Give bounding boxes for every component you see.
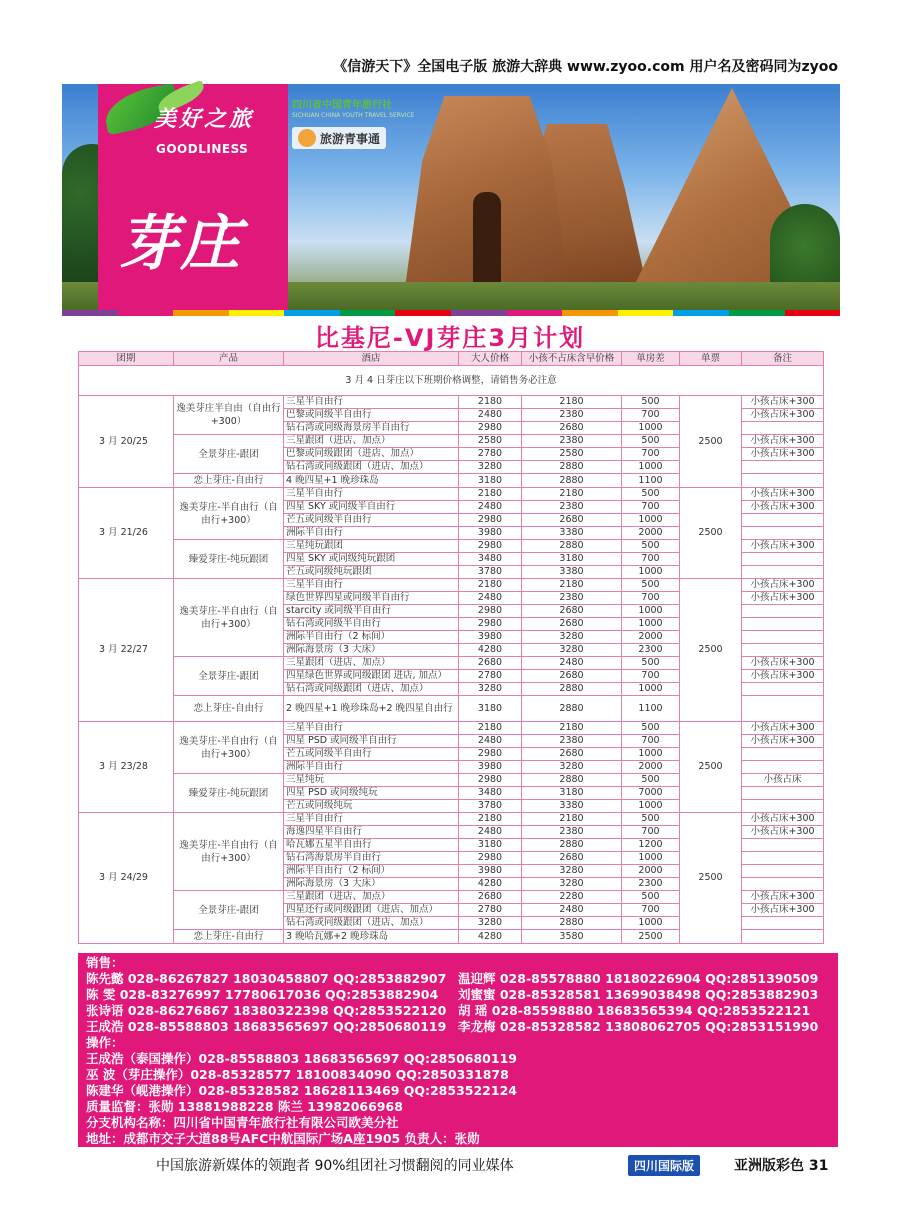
color-band-segment [173,310,229,316]
single-supplement-cell: 1000 [622,514,680,527]
hotel-cell: 芒五或同级半自由行 [284,514,459,527]
single-supplement-cell: 1100 [622,696,680,722]
hotel-cell: 钻石湾或同级跟团（进店、加点） [284,917,459,930]
adult-price-cell: 2980 [459,774,522,787]
hotel-cell: 三星纯玩 [284,774,459,787]
partner-badge [292,127,386,149]
hotel-cell: 三星半自由行 [284,396,459,409]
single-supplement-cell: 1000 [622,800,680,813]
child-price-cell: 2380 [522,435,622,448]
adult-price-cell: 4280 [459,878,522,891]
single-supplement-cell: 500 [622,813,680,826]
note-cell [742,514,824,527]
sales-contact: 温迎辉 028-85578880 18180226904 QQ:2851390509 [458,971,819,986]
footer [0,1153,900,1177]
child-price-cell: 2880 [522,540,622,553]
note-cell: 小孩占床+300 [742,735,824,748]
color-band-segment [451,310,507,316]
note-cell [742,566,824,579]
hotel-cell: 洲际半自由行 [284,527,459,540]
note-cell: 小孩占床+300 [742,657,824,670]
product-name: 全景芽庄-跟团 [174,657,284,696]
hotel-cell: 钻石湾或同级跟团（进店、加点） [284,461,459,474]
ticket-price-cell: 2500 [680,722,742,813]
header-adult-price: 大人价格 [459,352,522,366]
header-text: 《信游天下》全国电子版 旅游大辞典 www.zyoo.com 用户名及密码同为zyoo [333,59,838,75]
adult-price-cell: 3980 [459,761,522,774]
partner-logo [292,96,414,151]
footer-slogan: 中国旅游新媒体的领跑者 90%组团社习惯翻阅的同业媒体 [156,1158,514,1174]
plan-title: 比基尼-VJ芽庄3月计划 [314,324,586,352]
ticket-price-cell: 2500 [680,813,742,944]
child-price-cell: 3280 [522,878,622,891]
product-name: 逸美芽庄-半自由行（自由行+300） [174,579,284,657]
child-price-cell: 2180 [522,813,622,826]
table-row [79,396,824,409]
adult-price-cell: 2980 [459,605,522,618]
partner-brand: 旅游青事通 [320,131,381,146]
partner-name-en: SICHUAN CHINA YOUTH TRAVEL SERVICE [292,112,415,119]
group-date: 3 月 24/29 [79,813,174,944]
note-cell [742,696,824,722]
child-price-cell: 2480 [522,904,622,917]
single-supplement-cell: 700 [622,904,680,917]
single-supplement-cell: 2300 [622,878,680,891]
ops-label: 操作： [86,1035,124,1050]
group-date: 3 月 20/25 [79,396,174,488]
child-price-cell: 2880 [522,461,622,474]
note-cell: 小孩占床+300 [742,501,824,514]
note-cell [742,787,824,800]
hotel-cell: 洲际半自由行 [284,761,459,774]
adult-price-cell: 2180 [459,813,522,826]
hotel-cell: 三星半自由行 [284,579,459,592]
sales-contact: 陈 雯 028-83276997 17780617036 QQ:2853882904 [86,987,439,1002]
product-name: 恋上芽庄-自由行 [174,474,284,488]
adult-price-cell: 2180 [459,396,522,409]
child-price-cell: 2680 [522,514,622,527]
single-supplement-cell: 1000 [622,605,680,618]
hotel-cell: 芒五或同级纯玩 [284,800,459,813]
adult-price-cell: 2980 [459,748,522,761]
adult-price-cell: 2680 [459,657,522,670]
child-price-cell: 2180 [522,722,622,735]
note-cell [742,930,824,944]
single-supplement-cell: 500 [622,891,680,904]
note-cell: 小孩占床+300 [742,540,824,553]
hotel-cell: 洲际半自由行（2 标间） [284,631,459,644]
child-price-cell: 2680 [522,670,622,683]
page-number: 亚洲版彩色 31 [734,1158,829,1174]
child-price-cell: 2480 [522,657,622,670]
hotel-cell: 三星跟团（进店、加点） [284,435,459,448]
adult-price-cell: 2580 [459,435,522,448]
price-notice: 3 月 4 日芽庄以下班期价格调整，请销售务必注意 [79,366,824,396]
note-cell [742,683,824,696]
table-row [79,488,824,501]
single-supplement-cell: 2000 [622,631,680,644]
child-price-cell: 3280 [522,865,622,878]
note-cell: 小孩占床+300 [742,722,824,735]
sales-contact: 王成浩 028-85588803 18683565697 QQ:2850680119 [86,1019,447,1034]
product-name: 逸美芽庄半自由（自由行+300） [174,396,284,435]
adult-price-cell: 3780 [459,800,522,813]
hotel-cell: 三星半自由行 [284,488,459,501]
sales-contact: 刘蜜蜜 028-85328581 13699038498 QQ:2853882903 [458,987,819,1002]
child-price-cell: 2180 [522,579,622,592]
single-supplement-cell: 700 [622,553,680,566]
child-price-cell: 2880 [522,839,622,852]
note-cell: 小孩占床+300 [742,904,824,917]
single-supplement-cell: 700 [622,501,680,514]
adult-price-cell: 4280 [459,930,522,944]
child-price-cell: 2680 [522,618,622,631]
header-date: 团期 [79,352,174,366]
adult-price-cell: 4280 [459,644,522,657]
single-supplement-cell: 2300 [622,644,680,657]
table-row [79,813,824,826]
color-band-segment [395,310,451,316]
group-date: 3 月 22/27 [79,579,174,722]
note-cell [742,878,824,891]
note-cell [742,917,824,930]
child-price-cell: 2680 [522,605,622,618]
child-price-cell: 2680 [522,852,622,865]
sales-row [86,987,834,1003]
color-band-segment [118,310,174,316]
single-supplement-cell: 1000 [622,618,680,631]
note-cell [742,852,824,865]
adult-price-cell: 2480 [459,409,522,422]
quality-supervision: 质量监督：张勋 13881988228 陈兰 13982066968 [86,1099,403,1114]
adult-price-cell: 3480 [459,787,522,800]
sales-contact: 胡 瑶 028-85598880 18683565394 QQ:2853522121 [458,1003,811,1018]
child-price-cell: 2180 [522,396,622,409]
adult-price-cell: 2780 [459,904,522,917]
ticket-price-cell: 2500 [680,579,742,722]
child-price-cell: 3280 [522,631,622,644]
child-price-cell: 3180 [522,553,622,566]
single-supplement-cell: 2000 [622,527,680,540]
hotel-cell: 巴黎或同级跟团（进店、加点） [284,448,459,461]
note-cell [742,605,824,618]
adult-price-cell: 2480 [459,501,522,514]
color-band-segment [284,310,340,316]
adult-price-cell: 3180 [459,696,522,722]
adult-price-cell: 2980 [459,618,522,631]
single-supplement-cell: 1000 [622,748,680,761]
header-product: 产品 [174,352,284,366]
logo-panel [98,84,288,310]
header-note: 备注 [742,352,824,366]
adult-price-cell: 3180 [459,474,522,488]
single-supplement-cell: 500 [622,657,680,670]
adult-price-cell: 3980 [459,527,522,540]
color-band [62,310,840,316]
price-table [78,351,824,944]
product-name: 臻爱芽庄-纯玩跟团 [174,774,284,813]
hotel-cell: 哈瓦娜五星半自由行 [284,839,459,852]
note-cell: 小孩占床+300 [742,396,824,409]
hotel-cell: 钻石湾或同级海景房半自由行 [284,422,459,435]
hotel-cell: 四星 PSD 或同级半自由行 [284,735,459,748]
adult-price-cell: 3980 [459,631,522,644]
single-supplement-cell: 700 [622,826,680,839]
product-name: 臻爱芽庄-纯玩跟团 [174,540,284,579]
note-cell [742,618,824,631]
single-supplement-cell: 2000 [622,865,680,878]
note-cell [742,839,824,852]
color-band-segment [340,310,396,316]
product-name: 全景芽庄-跟团 [174,891,284,930]
product-name: 逸美芽庄-半自由行（自由行+300） [174,813,284,891]
child-price-cell: 3380 [522,527,622,540]
note-cell: 小孩占床+300 [742,592,824,605]
hotel-cell: 钻石湾或同级跟团（进店、加点） [284,683,459,696]
single-supplement-cell: 2000 [622,761,680,774]
hotel-cell: 三星跟团（进店、加点） [284,891,459,904]
hotel-cell: 2 晚四星+1 晚珍珠岛+2 晚四星自由行 [284,696,459,722]
hotel-cell: 四星 SKY 或同级纯玩跟团 [284,553,459,566]
adult-price-cell: 3280 [459,683,522,696]
adult-price-cell: 2180 [459,722,522,735]
note-cell: 小孩占床+300 [742,579,824,592]
child-price-cell: 2380 [522,735,622,748]
single-supplement-cell: 1000 [622,852,680,865]
child-price-cell: 2380 [522,592,622,605]
note-cell [742,461,824,474]
adult-price-cell: 2180 [459,488,522,501]
hotel-cell: 3 晚哈瓦娜+2 晚珍珠岛 [284,930,459,944]
group-date: 3 月 21/26 [79,488,174,579]
hotel-cell: 巴黎或同级半自由行 [284,409,459,422]
sales-label: 销售： [86,955,124,970]
product-name: 逸美芽庄-半自由行（自由行+300） [174,722,284,774]
color-band-segment [673,310,729,316]
city-title: 芽庄 [118,209,242,279]
single-supplement-cell: 700 [622,592,680,605]
adult-price-cell: 2980 [459,422,522,435]
note-cell: 小孩占床+300 [742,826,824,839]
single-supplement-cell: 1000 [622,422,680,435]
sales-contact: 张诗语 028-86276867 18380322398 QQ:2853522120 [86,1003,447,1018]
adult-price-cell: 2680 [459,891,522,904]
hotel-cell: 芒五或同级纯玩跟团 [284,566,459,579]
child-price-cell: 2880 [522,917,622,930]
child-price-cell: 2380 [522,826,622,839]
hotel-cell: 三星半自由行 [284,722,459,735]
note-cell [742,865,824,878]
child-price-cell: 2880 [522,683,622,696]
hotel-cell: 三星跟团（进店、加点） [284,657,459,670]
adult-price-cell: 3180 [459,839,522,852]
sales-row [86,1003,834,1019]
table-body [79,366,824,944]
note-cell: 小孩占床+300 [742,409,824,422]
adult-price-cell: 2980 [459,540,522,553]
note-cell [742,631,824,644]
single-supplement-cell: 1200 [622,839,680,852]
color-band-segment [785,310,841,316]
header-child-price: 小孩不占床含早价格 [522,352,622,366]
single-supplement-cell: 500 [622,774,680,787]
ticket-price-cell: 2500 [680,396,742,488]
partner-name-cn: 四川省中国青年旅行社 [292,100,392,111]
child-price-cell: 3180 [522,787,622,800]
single-supplement-cell: 1100 [622,474,680,488]
notice-row [79,366,824,396]
header-hotel: 酒店 [284,352,459,366]
contact-panel [78,953,838,1147]
table-header-row [79,352,824,366]
adult-price-cell: 3780 [459,566,522,579]
header-strip [0,52,900,82]
adult-price-cell: 3980 [459,865,522,878]
single-supplement-cell: 1000 [622,683,680,696]
adult-price-cell: 2480 [459,826,522,839]
hotel-cell: 四星绿色世界或同级跟团 进店, 加点） [284,670,459,683]
hotel-cell: 海逸四星半自由行 [284,826,459,839]
ops-contact: 陈建华（岘港操作）028-85328582 18628113469 QQ:2853522124 [86,1083,517,1098]
note-cell [742,422,824,435]
hotel-cell: 钻石湾或同级半自由行 [284,618,459,631]
note-cell [742,644,824,657]
adult-price-cell: 2780 [459,670,522,683]
single-supplement-cell: 700 [622,448,680,461]
note-cell [742,748,824,761]
hotel-cell: 洲际海景房（3 大床） [284,878,459,891]
single-supplement-cell: 7000 [622,787,680,800]
single-supplement-cell: 700 [622,735,680,748]
adult-price-cell: 2480 [459,735,522,748]
mascot-icon [298,129,316,147]
note-cell: 小孩占床 [742,774,824,787]
note-cell [742,553,824,566]
hotel-cell: 四星 PSD 或同级纯玩 [284,787,459,800]
child-price-cell: 3580 [522,930,622,944]
sales-row [86,971,834,987]
hotel-cell: starcity 或同级半自由行 [284,605,459,618]
child-price-cell: 2880 [522,474,622,488]
single-supplement-cell: 500 [622,722,680,735]
single-supplement-cell: 500 [622,540,680,553]
color-band-segment [729,310,785,316]
color-band-segment [507,310,563,316]
adult-price-cell: 2980 [459,514,522,527]
address: 地址：成都市交子大道88号AFC中航国际广场A座1905 负责人：张勋 [86,1131,480,1146]
hotel-cell: 4 晚四星+1 晚珍珠岛 [284,474,459,488]
child-price-cell: 2680 [522,748,622,761]
child-price-cell: 2880 [522,696,622,722]
table-row [79,722,824,735]
note-cell: 小孩占床+300 [742,891,824,904]
note-cell: 小孩占床+300 [742,488,824,501]
single-supplement-cell: 1000 [622,566,680,579]
single-supplement-cell: 1000 [622,461,680,474]
sales-row [86,1019,834,1035]
note-cell [742,474,824,488]
adult-price-cell: 3280 [459,917,522,930]
single-supplement-cell: 2500 [622,930,680,944]
hotel-cell: 三星半自由行 [284,813,459,826]
hotel-cell: 三星纯玩跟团 [284,540,459,553]
adult-price-cell: 2780 [459,448,522,461]
note-cell [742,761,824,774]
product-name: 全景芽庄-跟团 [174,435,284,474]
adult-price-cell: 2480 [459,592,522,605]
child-price-cell: 2180 [522,488,622,501]
note-cell [742,527,824,540]
ticket-price-cell: 2500 [680,488,742,579]
note-cell: 小孩占床+300 [742,670,824,683]
sales-contact: 李龙梅 028-85328582 13808062705 QQ:2853151990 [458,1019,819,1034]
child-price-cell: 3380 [522,800,622,813]
sales-contact: 陈先懿 028-86267827 18030458807 QQ:2853882907 [86,971,447,986]
child-price-cell: 2380 [522,501,622,514]
hotel-cell: 绿色世界四星或同级半自由行 [284,592,459,605]
header-ticket: 单票 [680,352,742,366]
hotel-cell: 四星还行或同级跟团（进店、加点） [284,904,459,917]
single-supplement-cell: 700 [622,670,680,683]
ops-contact: 王成浩（泰国操作）028-85588803 18683565697 QQ:2850680119 [86,1051,517,1066]
product-name: 恋上芽庄-自由行 [174,696,284,722]
group-date: 3 月 23/28 [79,722,174,813]
child-price-cell: 3280 [522,761,622,774]
single-supplement-cell: 700 [622,409,680,422]
note-cell: 小孩占床+300 [742,448,824,461]
child-price-cell: 2680 [522,422,622,435]
child-price-cell: 2580 [522,448,622,461]
ops-contact: 巫 波（芽庄操作）028-85328577 18100834090 QQ:2850331878 [86,1067,509,1082]
adult-price-cell: 2180 [459,579,522,592]
hotel-cell: 钻石湾海景房半自由行 [284,852,459,865]
hotel-cell: 四星 SKY 或同级半自由行 [284,501,459,514]
edition-badge: 四川国际版 [628,1155,700,1176]
adult-price-cell: 3280 [459,461,522,474]
child-price-cell: 3380 [522,566,622,579]
table-row [79,579,824,592]
child-price-cell: 2880 [522,774,622,787]
hotel-cell: 洲际半自由行（2 标间） [284,865,459,878]
single-supplement-cell: 500 [622,488,680,501]
single-supplement-cell: 500 [622,579,680,592]
child-price-cell: 2280 [522,891,622,904]
color-band-segment [229,310,285,316]
single-supplement-cell: 500 [622,435,680,448]
color-band-segment [618,310,674,316]
single-supplement-cell: 500 [622,396,680,409]
brand-name-cn: 美好之旅 [154,106,255,132]
adult-price-cell: 3480 [459,553,522,566]
child-price-cell: 2380 [522,409,622,422]
branch-name: 分支机构名称：四川省中国青年旅行社有限公司欧美分社 [86,1115,399,1130]
brand-name-en: GOODLINESS [156,142,249,156]
color-band-segment [62,310,118,316]
header-single-supplement: 单房差 [622,352,680,366]
hotel-cell: 芒五或同级半自由行 [284,748,459,761]
child-price-cell: 3280 [522,644,622,657]
adult-price-cell: 2980 [459,852,522,865]
product-name: 逸美芽庄-半自由行（自由行+300） [174,488,284,540]
note-cell [742,800,824,813]
product-name: 恋上芽庄-自由行 [174,930,284,944]
hotel-cell: 洲际海景房（3 大床） [284,644,459,657]
color-band-segment [562,310,618,316]
note-cell: 小孩占床+300 [742,813,824,826]
note-cell: 小孩占床+300 [742,435,824,448]
single-supplement-cell: 1000 [622,917,680,930]
